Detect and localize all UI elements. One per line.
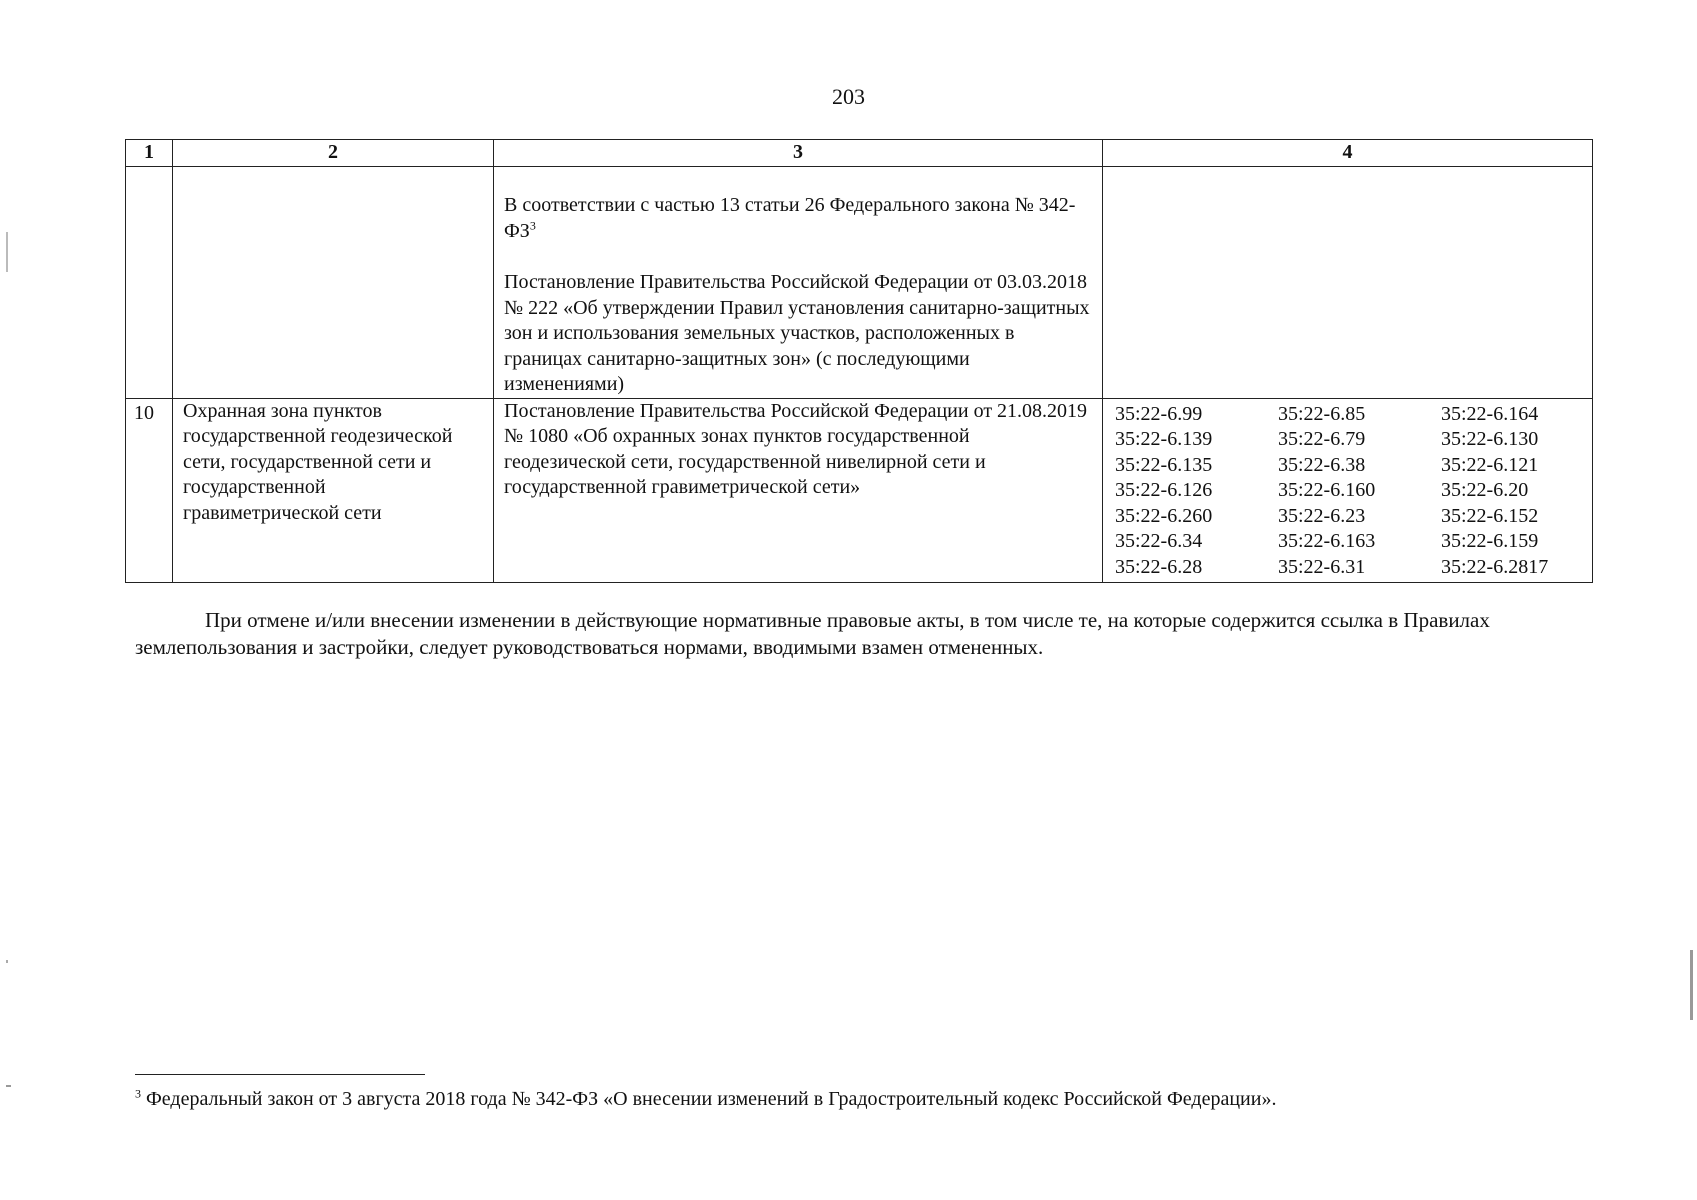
cadastral-code: 35:22-6.31 (1278, 555, 1366, 578)
cadastral-code: 35:22-6.260 (1115, 504, 1213, 527)
column-header: 1 (126, 140, 173, 167)
cadastral-code: 35:22-6.139 (1115, 428, 1213, 450)
cadastral-code: 35:22-6.135 (1115, 453, 1213, 476)
cadastral-code: 35:22-6.99 (1115, 402, 1203, 425)
scan-artifact (6, 960, 8, 963)
cadastral-code: 35:22-6.2817 (1441, 555, 1549, 578)
footnote-reference: 3 (529, 217, 536, 232)
cadastral-code: 35:22-6.164 (1441, 402, 1539, 425)
scan-artifact (6, 1085, 11, 1087)
cadastral-code: 35:22-6.28 (1115, 555, 1203, 578)
cadastral-code: 35:22-6.130 (1441, 428, 1539, 450)
cadastral-code: 35:22-6.160 (1278, 479, 1376, 501)
column-header: 4 (1103, 140, 1593, 167)
cadastral-code: 35:22-6.121 (1441, 453, 1539, 476)
scan-artifact (1690, 950, 1693, 1020)
cadastral-code: 35:22-6.20 (1441, 479, 1529, 501)
note-paragraph: При отмене и/или внесении изменении в действующие нормативные правовые акты, в том числе те, на которые содержится ссылка в Правилах землепользования и застройки, следует руководствоваться нормами, вводимыми взамен отмененных. (135, 608, 1490, 659)
codes-cell (1103, 398, 1593, 583)
column-header: 3 (494, 140, 1103, 167)
scan-artifact (6, 232, 8, 272)
cadastral-code: 35:22-6.34 (1115, 530, 1203, 552)
cadastral-code: 35:22-6.152 (1441, 504, 1539, 527)
footnote (135, 1086, 1276, 1112)
cadastral-code: 35:22-6.79 (1278, 428, 1366, 450)
footnote-text: Федеральный закон от 3 августа 2018 года № 342-ФЗ «О внесении изменений в Градостроительный кодекс Российской Федерации». (146, 1088, 1277, 1110)
legal-paragraph: Постановление Правительства Российской Федерации от 21.08.2019 № 1080 «Об охранных зонах пунктов государственной геодезической сети, государственной нивелирной сети и государственной гравиметрической сети» (504, 399, 1088, 498)
zone-name-cell (173, 167, 494, 399)
legal-basis-cell (494, 167, 1103, 399)
table-header-row (126, 140, 1593, 167)
cadastral-code: 35:22-6.163 (1278, 530, 1376, 552)
table-row (126, 167, 1593, 399)
cadastral-code: 35:22-6.85 (1278, 402, 1366, 425)
table-row (126, 398, 1593, 583)
codes-grid (1115, 401, 1592, 581)
zones-table (125, 139, 1593, 583)
column-header: 2 (173, 140, 494, 167)
cadastral-code: 35:22-6.159 (1441, 530, 1539, 552)
footnote-marker: 3 (135, 1086, 141, 1101)
codes-cell (1103, 167, 1593, 399)
cadastral-code: 35:22-6.23 (1278, 504, 1366, 527)
footnote-divider (135, 1074, 425, 1075)
legal-paragraph: Постановление Правительства Российской Федерации от 03.03.2018 № 222 «Об утверждении Правил установления санитарно-защитных зон и использования земельных участков, расположенных в границах санитарно-защитных зон» (с последующими изменениями) (504, 271, 1090, 395)
legal-basis-cell (494, 398, 1103, 583)
cadastral-code: 35:22-6.126 (1115, 479, 1213, 501)
page-number: 203 (832, 84, 865, 109)
zone-name-cell: Охранная зона пунктов государственной геодезической сети, государственной сети и государственной гравиметрической сети (173, 398, 494, 583)
row-number-cell (126, 167, 173, 399)
row-number-cell: 10 (126, 398, 173, 583)
cadastral-code: 35:22-6.38 (1278, 453, 1366, 476)
legal-paragraph: В соответствии с частью 13 статьи 26 Федерального закона № $342-ФЗ^3$ (504, 194, 1076, 242)
